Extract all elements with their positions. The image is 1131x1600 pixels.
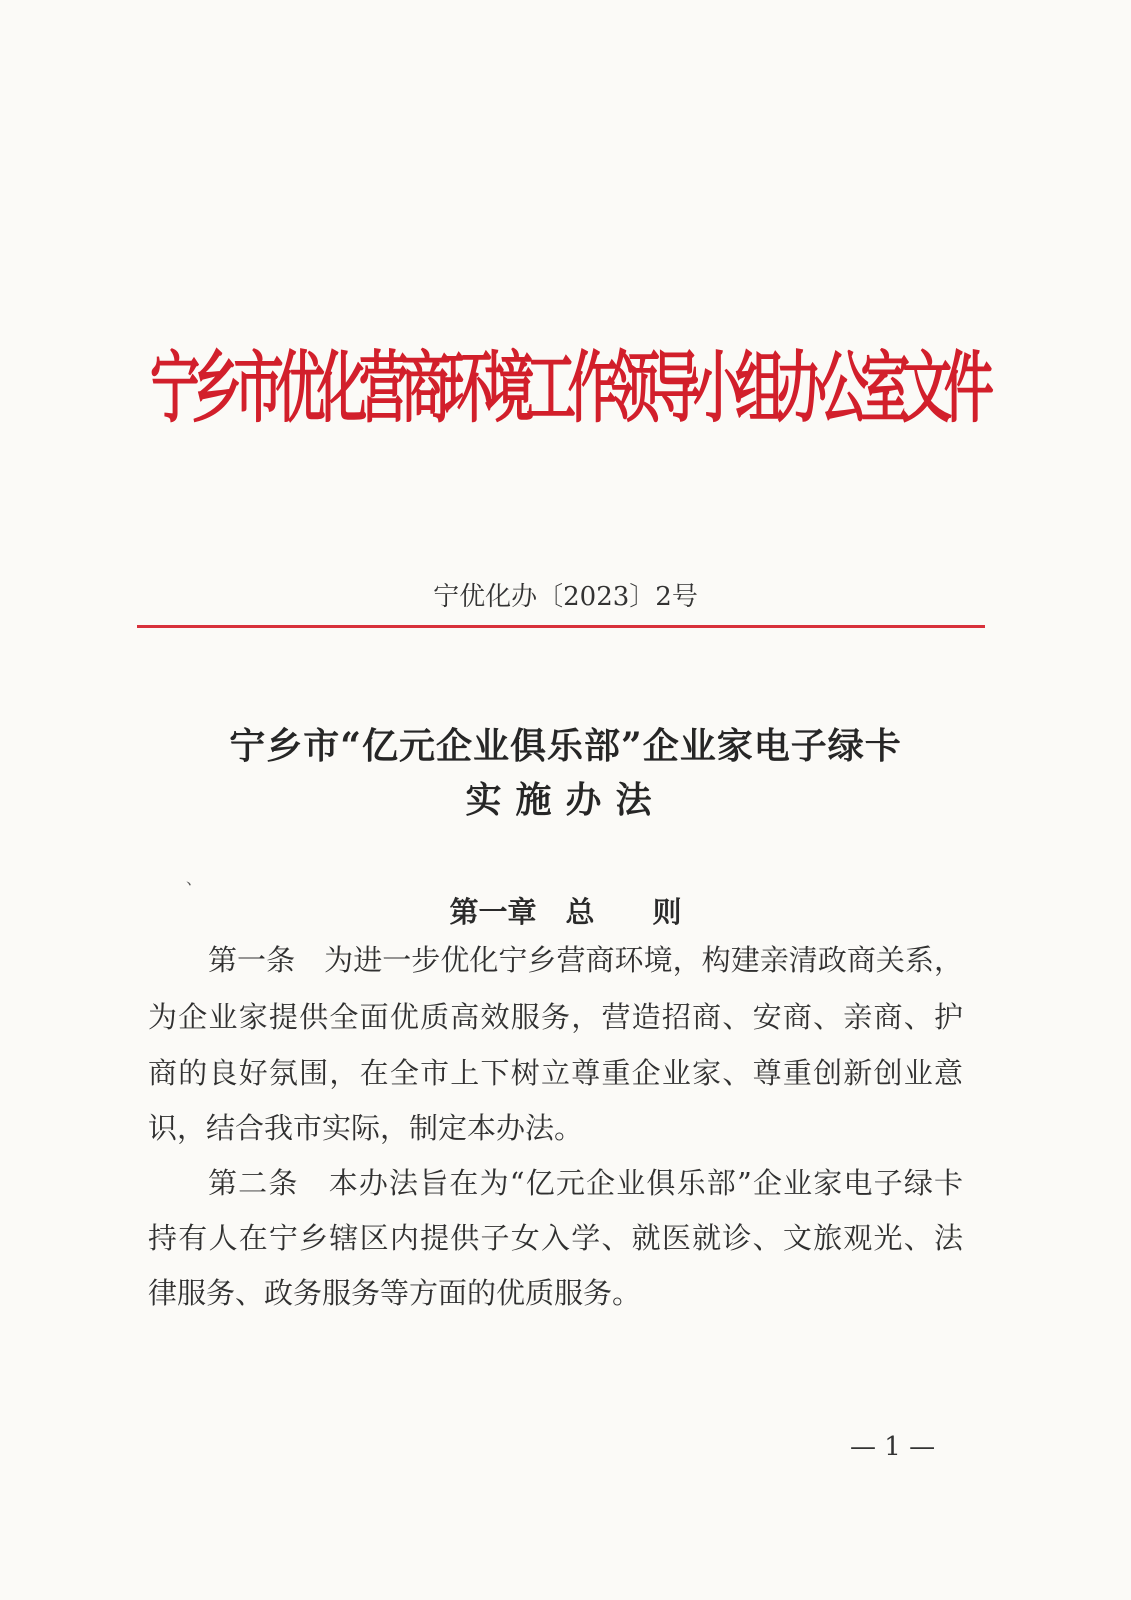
masthead-char: 市 (233, 343, 284, 434)
masthead-char: 小 (693, 343, 744, 434)
article2-line: 律服务、政务服务等方面的优质服务。 (148, 1276, 642, 1310)
masthead-char: 文 (902, 343, 953, 434)
page-number: — 1 — (850, 1432, 936, 1462)
document-title-line2: 实施办法 (465, 779, 666, 821)
article1-line: 为企业家提供全面优质高效服务，营造招商、安商、亲商、护 (148, 1000, 963, 1034)
masthead-char: 营 (358, 343, 409, 434)
article1-line: 商的良好氛围，在全市上下树立尊重企业家、尊重创新创业意 (148, 1056, 963, 1090)
masthead-char: 领 (609, 343, 660, 434)
article1-line: 第一条 为进一步优化宁乡营商环境，构建亲清政商关系， (208, 943, 963, 977)
masthead-char: 工 (526, 343, 577, 434)
masthead-char: 导 (651, 343, 702, 434)
stray-mark: 、 (186, 869, 203, 888)
masthead-char: 件 (943, 343, 994, 434)
masthead-char: 化 (317, 343, 368, 434)
masthead-char: 环 (442, 343, 493, 434)
masthead-char: 境 (484, 343, 535, 434)
article2-line: 第二条 本办法旨在为“亿元企业俱乐部”企业家电子绿卡 (208, 1166, 963, 1200)
masthead-char: 室 (860, 343, 911, 434)
masthead-char: 商 (400, 343, 451, 434)
masthead-char: 作 (567, 343, 618, 434)
masthead-title (150, 289, 994, 475)
article2-line: 持有人在宁乡辖区内提供子女入学、就医就诊、文旅观光、法 (148, 1221, 963, 1255)
document-number: 宁优化办〔2023〕2号 (433, 582, 698, 612)
document-title-line1: 宁乡市“亿元企业俱乐部”企业家电子绿卡 (229, 725, 902, 767)
masthead-char: 优 (275, 343, 326, 434)
masthead-char: 办 (776, 343, 827, 434)
article1-line: 识，结合我市实际，制定本办法。 (148, 1111, 584, 1145)
masthead-char: 公 (818, 343, 869, 434)
masthead-char: 宁 (150, 343, 200, 434)
chapter-heading: 第一章 总 则 (449, 895, 682, 929)
masthead-char: 乡 (191, 343, 242, 434)
red-divider-rule (137, 625, 985, 628)
masthead-char: 组 (734, 343, 785, 434)
